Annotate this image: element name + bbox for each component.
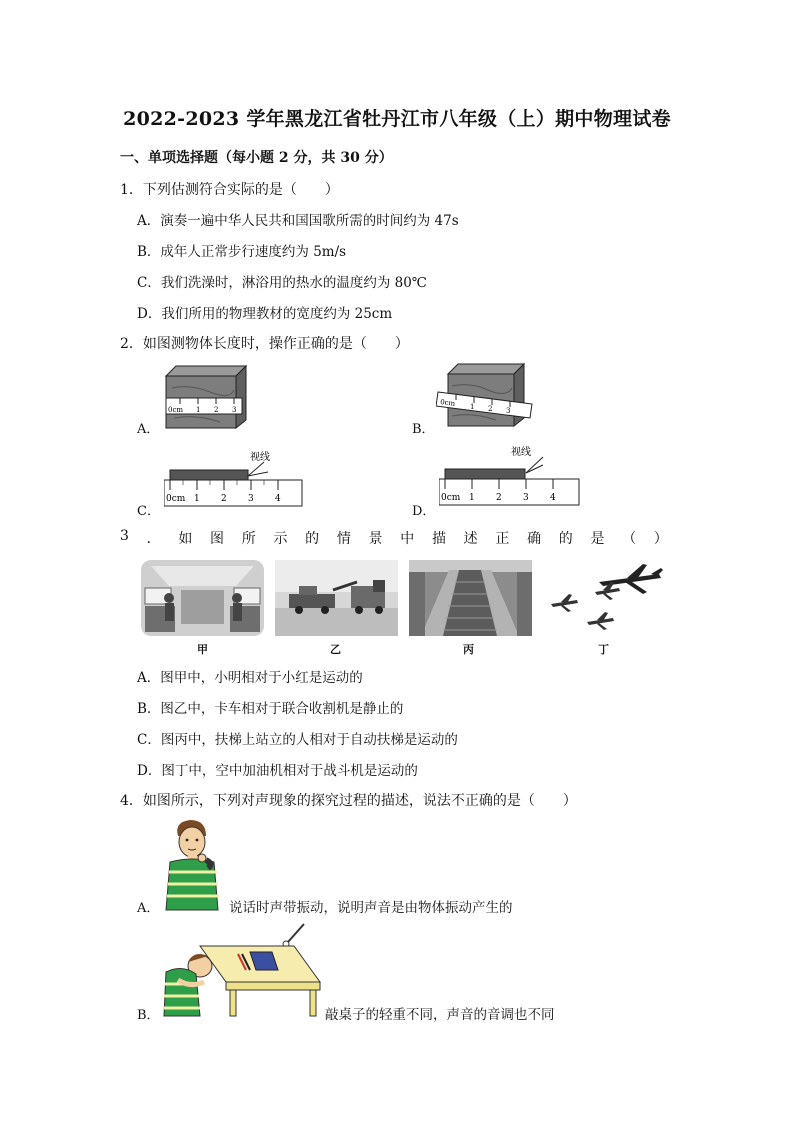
ruler-d-tick-4: 4 — [550, 493, 556, 503]
question-3-option-d: D．图丁中，空中加油机相对于战斗机是运动的 — [137, 763, 418, 779]
question-2-label-a: A． — [137, 422, 160, 437]
ruler-a-tick-2: 2 — [214, 406, 219, 414]
stem-char: ． — [146, 531, 161, 547]
illustration-boy-listening-at-desk — [160, 920, 324, 1018]
question-2-label-b: B． — [412, 422, 435, 437]
stem-char: 情 — [336, 531, 351, 547]
ruler-d-unit: 0cm — [441, 493, 461, 503]
question-2-stem: 2．如图测物体长度时，操作正确的是（ ） — [120, 336, 409, 352]
question-2-figure-d — [439, 443, 584, 509]
question-3-stem — [120, 528, 668, 548]
question-4-option-b-text: 敲桌子的轻重不同，声音的音调也不同 — [325, 1007, 555, 1023]
page-title: 2022-2023 学年黑龙江省牡丹江市八年级（上）期中物理试卷 — [123, 108, 671, 130]
stem-char: 确 — [527, 531, 542, 547]
stem-char: 图 — [210, 531, 225, 547]
stem-char: 述 — [463, 531, 478, 547]
stem-char: 所 — [241, 531, 256, 547]
ruler-d-tick-2: 2 — [496, 493, 502, 503]
question-3-option-a: A．图甲中，小明相对于小红是运动的 — [137, 670, 363, 686]
photo-harvester — [275, 560, 398, 636]
question-1-stem: 1．下列估测符合实际的是（ ） — [120, 182, 339, 198]
question-2-label-d: D． — [412, 504, 436, 519]
stem-char: 中 — [400, 531, 415, 547]
ruler-d-sight-label: 视线 — [511, 447, 531, 458]
ruler-d-tick-3: 3 — [523, 493, 529, 503]
question-2-label-c: C． — [137, 504, 160, 519]
ruler-b-tick-1: 1 — [470, 403, 475, 411]
question-4-label-a: A． — [137, 901, 160, 916]
stem-char: 3 — [120, 528, 129, 544]
stem-char: 示 — [273, 531, 288, 547]
photo-caption-bing: 丙 — [463, 643, 474, 656]
question-4-label-b: B． — [137, 1008, 160, 1023]
question-1-option-c: C．我们洗澡时，淋浴用的热水的温度约为 80℃ — [137, 275, 427, 291]
photo-train-interior — [141, 560, 264, 636]
ruler-c-tick-3: 3 — [248, 494, 254, 504]
question-3-option-b: B．图乙中，卡车相对于联合收割机是静止的 — [137, 701, 404, 717]
question-2-figure-a — [160, 364, 255, 430]
ruler-c-sight-label: 视线 — [250, 452, 270, 463]
ruler-c-tick-4: 4 — [275, 494, 281, 504]
photo-caption-jia: 甲 — [197, 643, 208, 656]
ruler-c-tick-1: 1 — [194, 494, 200, 504]
question-1-option-a: A．演奏一遍中华人民共和国国歌所需的时间约为 47s — [137, 213, 459, 229]
stem-char: 是 — [590, 531, 605, 547]
section-heading: 一、单项选择题（每小题 2 分，共 30 分） — [120, 150, 393, 166]
question-2-figure-c — [164, 450, 306, 510]
stem-char: （ — [622, 531, 637, 547]
ruler-b-tick-3: 3 — [506, 407, 511, 415]
stem-char: 的 — [305, 531, 320, 547]
stem-char: ） — [653, 531, 668, 547]
question-1-option-d: D．我们所用的物理教材的宽度约为 25cm — [137, 306, 393, 322]
question-3-option-c: C．图丙中，扶梯上站立的人相对于自动扶梯是运动的 — [137, 732, 458, 748]
illustration-boy-touching-throat — [160, 816, 226, 912]
photo-aerial-refueling — [543, 560, 666, 636]
ruler-b-unit: 0cm — [439, 398, 456, 408]
ruler-c-unit: 0cm — [166, 494, 186, 504]
question-2-figure-b — [436, 360, 536, 430]
stem-char: 景 — [368, 531, 383, 547]
photo-escalator — [409, 560, 532, 636]
ruler-a-unit: 0cm — [168, 406, 184, 414]
ruler-b-tick-2: 2 — [488, 405, 493, 413]
ruler-d-tick-1: 1 — [469, 493, 475, 503]
question-4-option-a-text: 说话时声带振动，说明声音是由物体振动产生的 — [229, 900, 513, 916]
stem-char: 的 — [558, 531, 573, 547]
stem-char: 描 — [431, 531, 446, 547]
stem-char: 如 — [178, 531, 193, 547]
ruler-a-tick-3: 3 — [232, 406, 237, 414]
ruler-c-tick-2: 2 — [221, 494, 227, 504]
photo-caption-ding: 丁 — [598, 643, 609, 656]
photo-caption-yi: 乙 — [330, 643, 341, 656]
ruler-a-tick-1: 1 — [196, 406, 201, 414]
question-4-stem: 4．如图所示，下列对声现象的探究过程的描述，说法不正确的是（ ） — [120, 793, 577, 809]
question-1-option-b: B．成年人正常步行速度约为 5m/s — [137, 244, 347, 260]
stem-char: 正 — [495, 531, 510, 547]
